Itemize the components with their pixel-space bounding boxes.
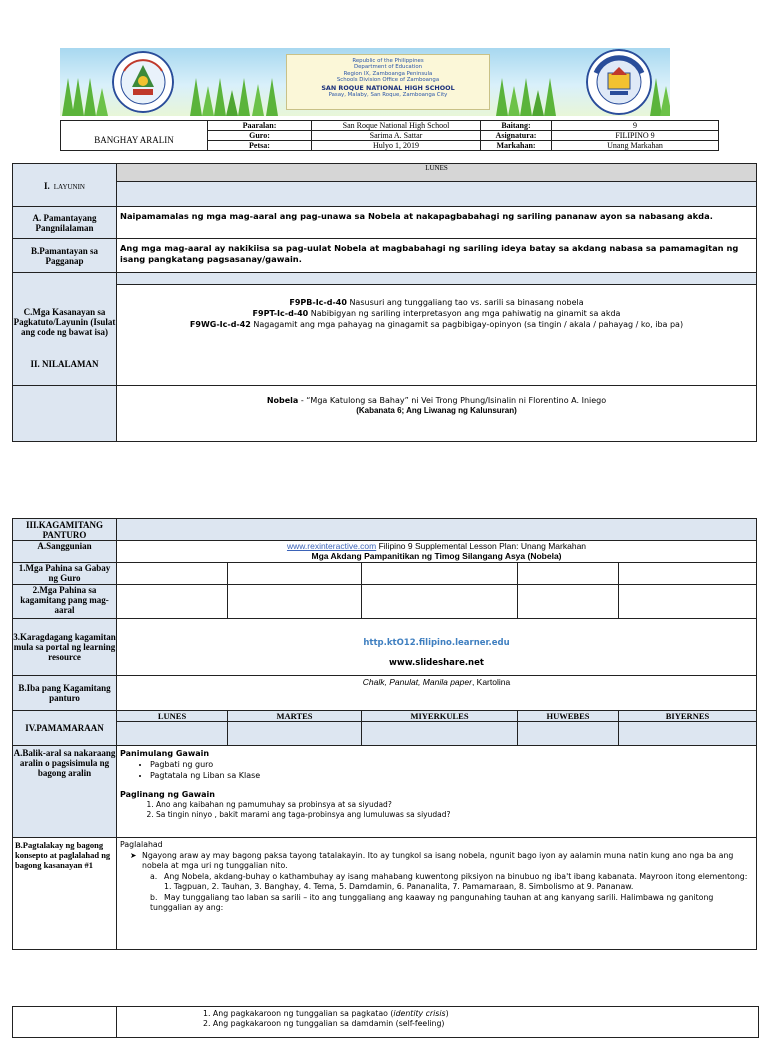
panimulang-list bbox=[120, 759, 753, 781]
school-name: SAN ROQUE NATIONAL HIGH SCHOOL bbox=[321, 83, 455, 92]
kabanata-text: (Kabanata 6; Ang Liwanag ng Kalunsuran) bbox=[356, 406, 517, 415]
continuation-line-1 bbox=[203, 1009, 449, 1019]
value-petsa: Hulyo 1, 2019 bbox=[312, 141, 481, 151]
procedure-table bbox=[12, 518, 757, 950]
pagganap-text: Ang mga mag-aaral ay nakikiisa sa pag-uulat Nobela at magbabahagi ng sariling ideya batay sa akdang nabasa sa pamamagitan ng isang pangkatang pagsasanay/gawain. bbox=[117, 239, 757, 273]
pamantayang-label: A. Pamantayang Pangnilalaman bbox=[13, 207, 117, 239]
nilalaman-spacer bbox=[13, 386, 117, 442]
banner-line-3: Region IX, Zamboanga Peninsula bbox=[343, 70, 433, 77]
value-guro: Sarima A. Sattar bbox=[312, 131, 481, 141]
gabay-cell-4 bbox=[518, 563, 619, 585]
layunin-label: LAYUNIN bbox=[53, 183, 85, 191]
gabay-cell-1 bbox=[117, 563, 228, 585]
slideshare-link[interactable]: www.slideshare.net bbox=[389, 658, 484, 668]
kagamitan-cell-4 bbox=[518, 585, 619, 619]
iba-content bbox=[117, 676, 757, 711]
pam-cell-3 bbox=[362, 722, 518, 746]
header-banner bbox=[60, 48, 670, 116]
day-miyerkules: MIYERKULES bbox=[362, 711, 518, 722]
panimulang-item: • Pagtatala ng Liban sa Klase bbox=[150, 770, 753, 781]
kagamitan-cell-5 bbox=[619, 585, 757, 619]
line1-b: identity crisis bbox=[393, 1009, 446, 1018]
day-lunes: LUNES bbox=[117, 711, 228, 722]
balik-aral-label: A.Balik-aral sa nakaraang aralin o pagsisimula ng bagong aralin bbox=[13, 746, 117, 838]
sanggunian-content bbox=[117, 541, 757, 563]
continuation-table bbox=[12, 1006, 759, 1038]
kagamitan-label: III.KAGAMITANG PANTURO bbox=[13, 519, 117, 541]
competency-3-text: Nagagamit ang mga pahayag na ginagamit sa pagbibigay-opinyon (sa tingin / akala / pahayag / ko, iba pa) bbox=[250, 320, 684, 329]
value-asignatura: FILIPINO 9 bbox=[552, 131, 719, 141]
school-address: Pasay, Malaby, San Roque, Zamboanga City bbox=[328, 91, 448, 98]
pamamaraan-label: IV.PAMAMARAAN bbox=[13, 711, 117, 746]
layunin-content bbox=[117, 182, 757, 207]
label-markahan: Markahan: bbox=[481, 141, 552, 151]
sanggunian-label: A.Sanggunian bbox=[13, 541, 117, 563]
deped-seal-logo bbox=[586, 49, 652, 115]
competency-1-text: Nasusuri ang tunggaliang tao vs. sarili sa binasang nobela bbox=[346, 298, 584, 307]
item-b-marker: b. bbox=[150, 892, 158, 902]
label-asignatura: Asignatura: bbox=[481, 131, 552, 141]
school-seal-logo bbox=[112, 51, 174, 113]
paglalahad-text: Ngayong araw ay may bagong paksa tayong tatalakayin. Ito ay tungkol sa isang nobela, ngunit bago iyon ay aalamin muna natin kung ano nga ba ang nobela at mga uri ng tunggalian nito. bbox=[142, 850, 734, 870]
doc-title: BANGHAY ARALIN bbox=[61, 121, 208, 151]
pamantayang-text: Naipamamalas ng mga mag-aaral ang pag-unawa sa Nobela at nakapagbabahagi ng sariling pananaw ayon sa nabasang akda. bbox=[117, 207, 757, 239]
competencies-band bbox=[117, 273, 756, 285]
label-baitang: Baitang: bbox=[481, 121, 552, 131]
learner-link[interactable]: http.ktO12.filipino.learner.edu bbox=[363, 638, 510, 648]
kagamitan-cell-3 bbox=[362, 585, 518, 619]
sanggunian-link[interactable]: www.rexinteractive.com bbox=[286, 541, 377, 551]
pam-cell-2 bbox=[228, 722, 362, 746]
paglinang-item: 1. Ano ang kaibahan ng pamumuhay sa probinsya at sa siyudad? bbox=[156, 800, 753, 810]
item-b bbox=[120, 893, 753, 914]
karagdagang-content bbox=[117, 619, 757, 676]
day-martes: MARTES bbox=[228, 711, 362, 722]
pagtalakay-content bbox=[117, 838, 757, 950]
iba-text-b: Manila paper bbox=[422, 677, 472, 687]
gabay-cell-5 bbox=[619, 563, 757, 585]
paglalahad-heading: Paglalahad bbox=[120, 840, 163, 849]
value-paaralan: San Roque National High School bbox=[312, 121, 481, 131]
paglinang-item: 2. Sa tingin ninyo , bakit marami ang taga-probinsya ang lumuluwas sa siyudad? bbox=[156, 810, 753, 820]
pagtalakay-label: B.Pagtalakay ng bagong konsepto at paglalahad ng bagong kasanayan #1 bbox=[13, 838, 117, 950]
line1-a: 1. Ang pagkakaroon ng tunggalian sa pagkatao ( bbox=[203, 1009, 394, 1018]
iba-text-c: , Kartolina bbox=[471, 677, 511, 687]
competency-2-code: F9PT-Ic-d-40 bbox=[252, 309, 309, 318]
nilalaman-content bbox=[117, 386, 757, 442]
column-divider bbox=[116, 1007, 117, 1037]
objectives-table bbox=[12, 163, 757, 442]
nilalaman-label: II. NILALAMAN bbox=[30, 359, 99, 369]
competencies-cell bbox=[117, 273, 757, 386]
paglinang-list bbox=[120, 800, 753, 820]
day-biyernes: BIYERNES bbox=[619, 711, 757, 722]
kagamitan-cell-1 bbox=[117, 585, 228, 619]
iba-text-a: Chalk, Panulat, bbox=[362, 677, 423, 687]
competency-1-code: F9PB-Ic-d-40 bbox=[289, 298, 347, 307]
paglalahad-arrow-item bbox=[120, 851, 753, 872]
banner-line-1: Republic of the Philippines bbox=[352, 58, 424, 64]
competency-1 bbox=[117, 297, 756, 308]
gabay-cell-2 bbox=[228, 563, 362, 585]
continuation-line-2: 2. Ang pagkakaroon ng tunggalian sa damdamin (self-feeling) bbox=[203, 1019, 445, 1028]
kagamitan-mag-aaral-label: 2.Mga Pahina sa kagamitang pang mag-aaral bbox=[13, 585, 117, 619]
layunin-number: I. bbox=[43, 181, 50, 191]
competency-3 bbox=[117, 319, 756, 330]
pagganap-label: B.Pamantayan sa Pagganap bbox=[13, 239, 117, 273]
value-baitang: 9 bbox=[552, 121, 719, 131]
label-petsa: Petsa: bbox=[208, 141, 312, 151]
banner-line-4: Schools Division Office of Zamboanga bbox=[336, 77, 440, 84]
banner-line-2: Department of Education bbox=[353, 64, 423, 71]
gabay-label: 1.Mga Pahina sa Gabay ng Guro bbox=[13, 563, 117, 585]
sanggunian-text: Filipino 9 Supplemental Lesson Plan: Unang Markahan bbox=[376, 541, 587, 551]
gabay-cell-3 bbox=[362, 563, 518, 585]
day-huwebes: HUWEBES bbox=[518, 711, 619, 722]
pam-cell-4 bbox=[518, 722, 619, 746]
item-a-text: Ang Nobela, akdang-buhay o kathambuhay ay isang mahabang kuwentong piksiyon na binubuo ng iba't ibang kabanata. Mayroon itong elementong: 1. Tagpuan, 2. Tauhan, 3. Banghay, 4. Tema, 5. Damdamin, 6. Pananalita, 7. Pamamaraan, 8. Simbolismo at 9. Pananaw. bbox=[164, 871, 748, 891]
day-header-lunes: LUNES bbox=[117, 164, 757, 182]
label-guro: Guro: bbox=[208, 131, 312, 141]
school-info-box bbox=[286, 54, 490, 110]
iba-label: B.Iba pang Kagamitang panturo bbox=[13, 676, 117, 711]
panimulang-item: • Pagbati ng guro bbox=[150, 759, 753, 770]
competency-3-code: F9WG-Ic-d-42 bbox=[189, 320, 251, 329]
pam-cell-5 bbox=[619, 722, 757, 746]
label-paaralan: Paaralan: bbox=[208, 121, 312, 131]
value-markahan: Unang Markahan bbox=[552, 141, 719, 151]
panimulang-heading: Panimulang Gawain bbox=[120, 749, 210, 758]
competency-2 bbox=[117, 308, 756, 319]
paglinang-heading: Paglinang ng Gawain bbox=[120, 790, 215, 799]
competencies-list bbox=[117, 285, 756, 330]
continuation-text bbox=[203, 1009, 449, 1029]
layunin-cell bbox=[13, 164, 117, 207]
pam-cell-1 bbox=[117, 722, 228, 746]
kagamitan-cell-2 bbox=[228, 585, 362, 619]
item-a-marker: a. bbox=[150, 871, 158, 881]
balik-aral-content bbox=[117, 746, 757, 838]
line1-c: ) bbox=[445, 1009, 449, 1018]
nobela-label: Nobela bbox=[266, 396, 299, 405]
nobela-text: - “Mga Katulong sa Bahay” ni Vei Trong Phung/Isinalin ni Florentino A. Iniego bbox=[298, 396, 607, 405]
sanggunian-subtitle: Mga Akdang Pampanitikan ng Timog Silangang Asya (Nobela) bbox=[311, 551, 562, 561]
item-b-text: May tunggaliang tao laban sa sarili – ito ang tunggaliang ang kaaway ng pangunahing tauhan at ang kanyang sarili. Halimbawa ng ganitong tunggalian ay ang: bbox=[150, 892, 714, 912]
header-info-table bbox=[60, 120, 719, 151]
kagamitan-content bbox=[117, 519, 757, 541]
arrow-bullet-icon: ➤ bbox=[130, 850, 137, 860]
item-a bbox=[120, 872, 753, 893]
kasanayan-nilalaman-cell bbox=[13, 273, 117, 386]
karagdagang-label: 3.Karagdagang kagamitan mula sa portal ng learning resource bbox=[13, 619, 117, 676]
kasanayan-label: C.Mga Kasanayan sa Pagkatuto/Layunin (Isulat ang code ng bawat isa) bbox=[13, 307, 116, 337]
competency-2-text: Nabibigyan ng sariling interpretasyon ang mga pahiwatig na ginamit sa akda bbox=[308, 309, 621, 318]
